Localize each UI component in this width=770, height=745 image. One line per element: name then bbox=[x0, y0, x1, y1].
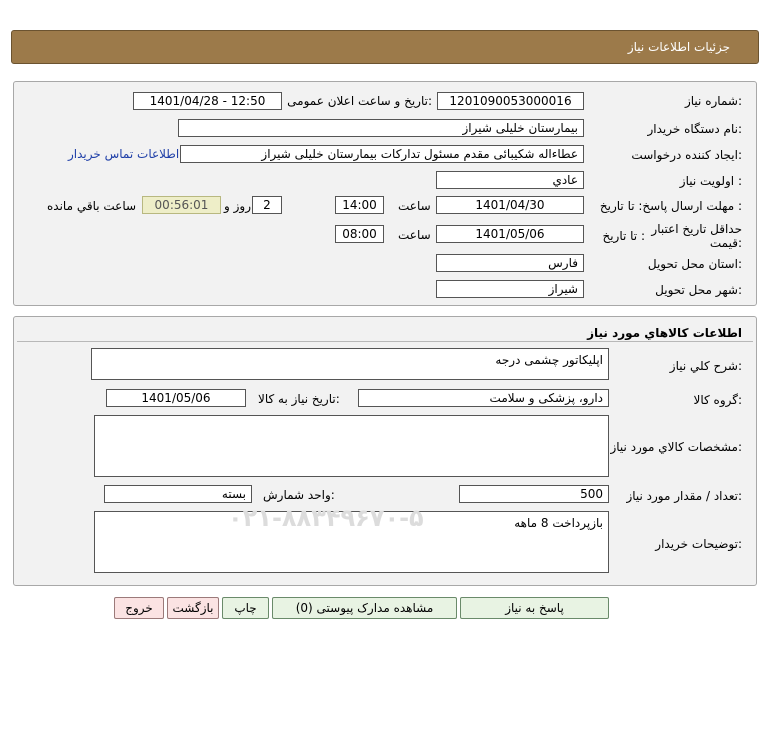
buyer-org-label: نام دستگاه خریدار: bbox=[647, 122, 742, 136]
buyer-contact-link[interactable]: اطلاعات تماس خریدار bbox=[68, 147, 180, 161]
specs-label: مشخصات کالاي مورد نياز: bbox=[610, 440, 742, 454]
validity-label-1: حداقل تاریخ اعتبار bbox=[651, 222, 742, 236]
validity-label-2: قیمت: bbox=[709, 236, 742, 250]
announce-field: 1401/04/28 - 12:50 bbox=[133, 92, 282, 110]
remaining-label: ساعت باقي مانده bbox=[47, 199, 137, 213]
print-button[interactable]: چاپ bbox=[222, 597, 269, 619]
need-number-label: شماره نیاز: bbox=[684, 94, 742, 108]
city-label: شهر محل تحویل: bbox=[655, 283, 742, 297]
need-number-field: 1201090053000016 bbox=[437, 92, 584, 110]
goods-divider bbox=[17, 341, 753, 342]
desc-field: اپلیکاتور چشمی درجه bbox=[91, 348, 609, 380]
need-info-panel bbox=[13, 81, 757, 306]
notes-field: بازپرداخت 8 ماهه bbox=[94, 511, 609, 573]
priority-label: اولویت نیاز : bbox=[679, 174, 742, 188]
page-title: جزئیات اطلاعات نیاز bbox=[627, 40, 730, 54]
unit-label: واحد شمارش: bbox=[263, 488, 335, 502]
need-date-label: تاریخ نیاز به کالا: bbox=[258, 392, 340, 406]
qty-field: 500 bbox=[459, 485, 609, 503]
validity-time-field: 08:00 bbox=[335, 225, 384, 243]
buyer-org-field: بیمارستان خلیلی شیراز bbox=[178, 119, 584, 137]
validity-to-label: تا تاریخ : bbox=[602, 229, 645, 243]
group-field: دارو، پزشکی و سلامت bbox=[358, 389, 609, 407]
city-field: شیراز bbox=[436, 280, 584, 298]
goods-section-title: اطلاعات کالاهاي مورد نياز bbox=[587, 326, 742, 340]
unit-field: بسته bbox=[104, 485, 252, 503]
province-field: فارس bbox=[436, 254, 584, 272]
back-button[interactable]: بازگشت bbox=[167, 597, 219, 619]
qty-label: تعداد / مقدار مورد نیاز: bbox=[626, 489, 742, 503]
requester-field: عطاءاله شکیبائی مقدم مسئول تدارکات بیمارستان خلیلی شیراز bbox=[180, 145, 584, 163]
attachments-button[interactable]: مشاهده مدارک پیوستی (0) bbox=[272, 597, 457, 619]
validity-time-label: ساعت bbox=[398, 228, 431, 242]
deadline-date-field: 1401/04/30 bbox=[436, 196, 584, 214]
requester-label: ایجاد کننده درخواست: bbox=[631, 148, 742, 162]
exit-button[interactable]: خروج bbox=[114, 597, 164, 619]
deadline-time-field: 14:00 bbox=[335, 196, 384, 214]
deadline-time-label: ساعت bbox=[398, 199, 431, 213]
priority-field: عادي bbox=[436, 171, 584, 189]
days-field: 2 bbox=[252, 196, 282, 214]
days-label: روز و bbox=[224, 199, 251, 213]
specs-field bbox=[94, 415, 609, 477]
desc-label: شرح کلي نياز: bbox=[669, 359, 742, 373]
deadline-label: مهلت ارسال پاسخ: تا تاریخ : bbox=[599, 199, 742, 213]
announce-label: تاریخ و ساعت اعلان عمومی: bbox=[287, 94, 432, 108]
reply-button[interactable]: پاسخ به نیاز bbox=[460, 597, 609, 619]
remaining-time-field: 00:56:01 bbox=[142, 196, 221, 214]
notes-label: توضیحات خریدار: bbox=[655, 537, 742, 551]
watermark-phone: ۰۲۱-۸۸۳۴۹۶۷۰-۵ bbox=[228, 504, 424, 532]
page-header bbox=[11, 30, 759, 64]
province-label: استان محل تحویل: bbox=[647, 257, 742, 271]
group-label: گروه کالا: bbox=[693, 393, 742, 407]
validity-date-field: 1401/05/06 bbox=[436, 225, 584, 243]
need-date-field: 1401/05/06 bbox=[106, 389, 246, 407]
